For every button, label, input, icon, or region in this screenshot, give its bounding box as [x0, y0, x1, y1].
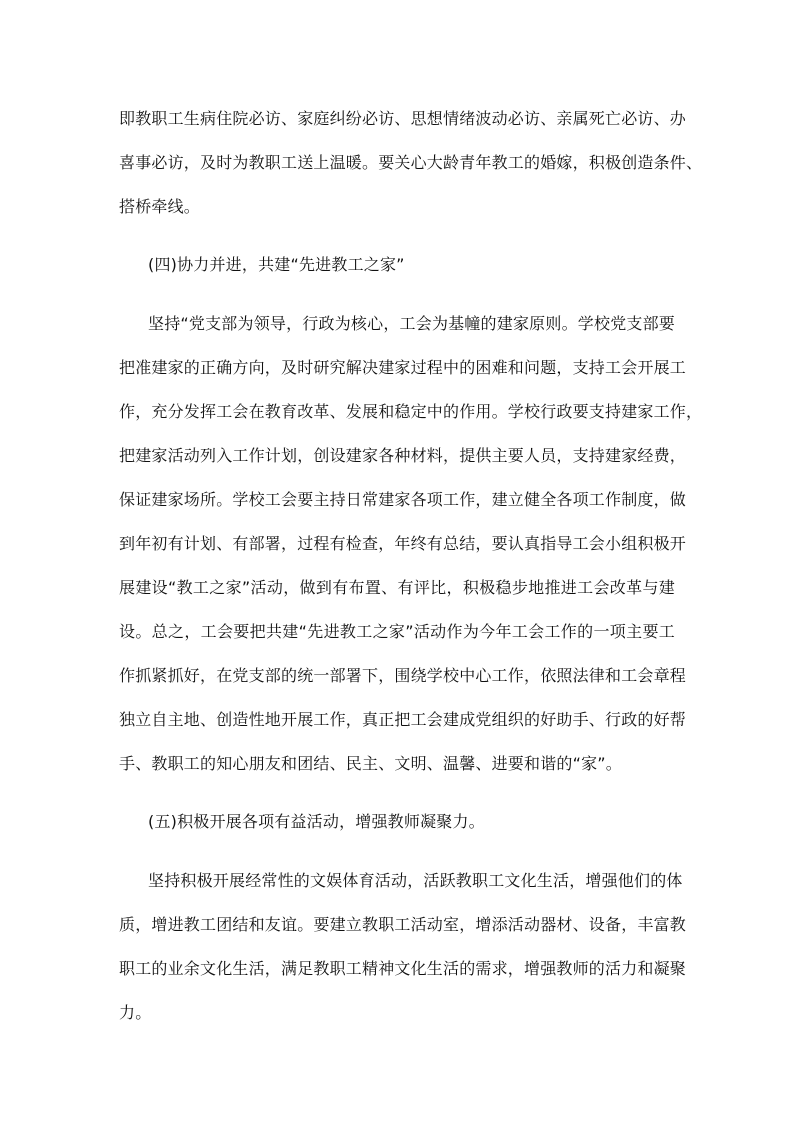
paragraph-line: 力。 — [119, 1003, 152, 1022]
paragraph-line: 即教职工生病住院必访、家庭纠纷必访、思想情绪波动必访、亲属死亡必访、办 — [119, 109, 687, 128]
paragraph-line: 到年初有计划、有部署，过程有检查，年终有总结，要认真指导工会小组积极开 — [119, 534, 687, 553]
paragraph-line: 独立自主地、创造性地开展工作，真正把工会建成党组织的好助手、行政的好帮 — [119, 710, 687, 729]
paragraph-line: 保证建家场所。学校工会要主持日常建家各项工作，建立健全各项工作制度，做 — [119, 490, 687, 509]
paragraph-line: 喜事必访，及时为教职工送上温暖。要关心大龄青年教工的婚嫁，积极创造条件、 — [119, 153, 703, 172]
paragraph-line: 把建家活动列入工作计划，创设建家各种材料，提供主要人员，支持建家经费， — [119, 446, 687, 465]
section-heading-5: (五)积极开展各项有益活动，增强教师凝聚力。 — [148, 812, 485, 831]
paragraph-line: 坚持“党支部为领导，行政为核心，工会为基幢的建家原则。学校党支部要 — [148, 314, 675, 333]
paragraph-line: 展建设“教工之家”活动，做到有布置、有评比，积极稳步地推进工会改革与建 — [119, 578, 675, 597]
paragraph-line: 搭桥牵线。 — [119, 197, 201, 216]
paragraph-line: 手、教职工的知心朋友和团结、民主、文明、温馨、进要和谐的“家”。 — [119, 754, 622, 773]
paragraph-line: 作，充分发挥工会在教育改革、发展和稳定中的作用。学校行政要支持建家工作， — [119, 402, 703, 421]
paragraph-line: 把准建家的正确方向，及时研究解决建家过程中的困难和问题，支持工会开展工 — [119, 358, 687, 377]
paragraph-line: 作抓紧抓好，在党支部的统一部署下，围绕学校中心工作，依照法律和工会章程 — [119, 666, 687, 685]
paragraph-line: 设。总之，工会要把共建“先进教工之家”活动作为今年工会工作的一项主要工 — [119, 622, 675, 641]
section-heading-4: (四)协力并进，共建“先进教工之家” — [148, 255, 405, 274]
paragraph-line: 质，增进教工团结和友谊。要建立教职工活动室，增添活动器材、设备，丰富教 — [119, 915, 687, 934]
paragraph-line: 坚持积极开展经常性的文娱体育活动，活跃教职工文化生活，增强他们的体 — [148, 871, 683, 890]
paragraph-line: 职工的业余文化生活，满足教职工精神文化生活的需求，增强教师的活力和凝聚 — [119, 959, 687, 978]
